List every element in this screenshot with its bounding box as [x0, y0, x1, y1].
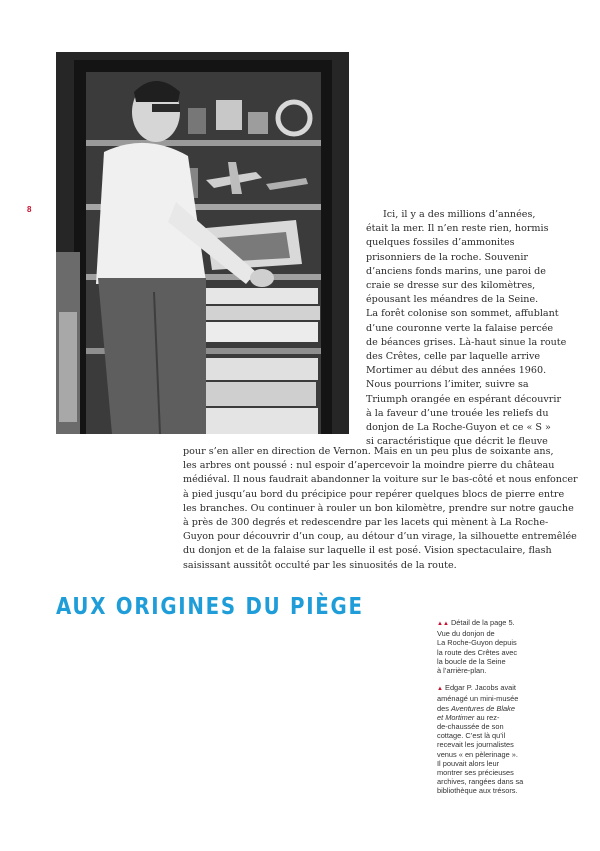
caption-album-title: Aventures de Blake — [450, 703, 515, 713]
text-line: si caractéristique que décrit le fleuve — [366, 436, 548, 448]
caption-line: Il pouvait alors leur — [437, 758, 500, 768]
text-line: La forêt colonise son sommet, affublant — [366, 308, 559, 320]
caption-line: aménagé un mini-musée — [437, 694, 519, 704]
text-line: à la faveur d’une trouée les reliefs du — [366, 407, 549, 419]
text-line: prisonniers de la roche. Souvenir — [366, 251, 529, 263]
text-line: Triumph orangée en espérant découvrir — [366, 393, 562, 405]
intro-paragraph — [366, 208, 567, 449]
text-line: épousant les méandres de la Seine. — [366, 294, 539, 306]
text-line: médiéval. Il nous faudrait abandonner la voiture sur le bas-côté et nous enfoncer — [183, 474, 578, 486]
caption-line: la boucle de la Seine — [437, 656, 506, 666]
text-line: du donjon et de la falaise sur laquelle il est posé. Vision spectaculaire, flash — [183, 545, 552, 557]
body-paragraph — [183, 445, 578, 573]
captions — [437, 618, 565, 804]
caption-line: Edgar P. Jacobs avait — [445, 683, 516, 693]
caption-line: cottage. C’est là qu’il — [437, 731, 506, 741]
text-line: quelques fossiles d’ammonites — [366, 237, 515, 249]
caption-line: La Roche-Guyon depuis — [437, 638, 517, 648]
text-line: à près de 300 degrés et redescendre par les lacets qui mènent à La Roche- — [183, 517, 549, 529]
caption-page5 — [437, 618, 565, 675]
caption-line: de-chaussée de son — [437, 722, 504, 732]
caption-line: montrer ses précieuses — [437, 768, 514, 778]
text-line: pour s’en aller en direction de Vernon. Mais en un peu plus de soixante ans, — [183, 446, 554, 457]
text-line: à pied jusqu’au bord du précipice pour repérer quelques blocs de pierre entre — [183, 488, 565, 500]
photo-jacobs-bookcase — [56, 52, 349, 434]
text-line: donjon de La Roche-Guyon et ce « S » — [366, 422, 551, 434]
text-line: les branches. Ou continuer à rouler un bon kilomètre, prendre sur notre gauche — [183, 502, 574, 514]
caption-line: archives, rangées dans sa — [437, 777, 524, 787]
text-line: des Crêtes, celle par laquelle arrive — [366, 351, 541, 363]
text-line: Guyon pour découvrir d’un coup, au détour d’un virage, la silhouette entremêlée — [183, 531, 577, 543]
caption-line: la route des Crêtes avec — [437, 647, 518, 657]
caption-text: des — [437, 703, 449, 713]
page-number: 8 — [27, 205, 32, 214]
triangle-icon: ▲ — [437, 686, 443, 693]
caption-text: au rez- — [476, 712, 500, 722]
text-line: était la mer. Il n’en reste rien, hormis — [366, 223, 549, 235]
caption-line: bibliothèque aux trésors. — [437, 786, 518, 796]
caption-photo — [437, 683, 565, 795]
caption-line: recevait les journalistes — [437, 740, 514, 750]
double-triangle-icon: ▲▲ — [437, 621, 449, 627]
text-line: saisissant aussitôt occulté par les sinuosités de la route. — [183, 559, 457, 571]
text-line: Mortimer au début des années 1960. — [366, 365, 547, 377]
text-line: d’une couronne verte la falaise percée — [366, 322, 554, 334]
text-line: d’anciens fonds marins, une paroi de — [366, 265, 546, 277]
text-line: les arbres ont poussé : nul espoir d’apercevoir la moindre pierre du château — [183, 460, 555, 472]
caption-line: venus « en pèlerinage ». — [437, 749, 518, 759]
section-title: AUX ORIGINES DU PIÈGE — [56, 594, 364, 620]
caption-line: à l’arrière-plan. — [437, 666, 487, 676]
caption-line: Vue du donjon de — [437, 629, 495, 639]
caption-line: Détail de la page 5. — [450, 618, 515, 627]
text-line: Nous pourrions l’imiter, suivre sa — [366, 379, 529, 391]
text-line: craie se dresse sur des kilomètres, — [366, 280, 536, 292]
photo-illustration — [56, 52, 349, 434]
caption-album-title: et Mortimer — [437, 712, 475, 722]
text-line: Ici, il y a des millions d’années, — [383, 209, 536, 220]
text-line: de béances grises. Là-haut sinue la route — [366, 336, 567, 348]
